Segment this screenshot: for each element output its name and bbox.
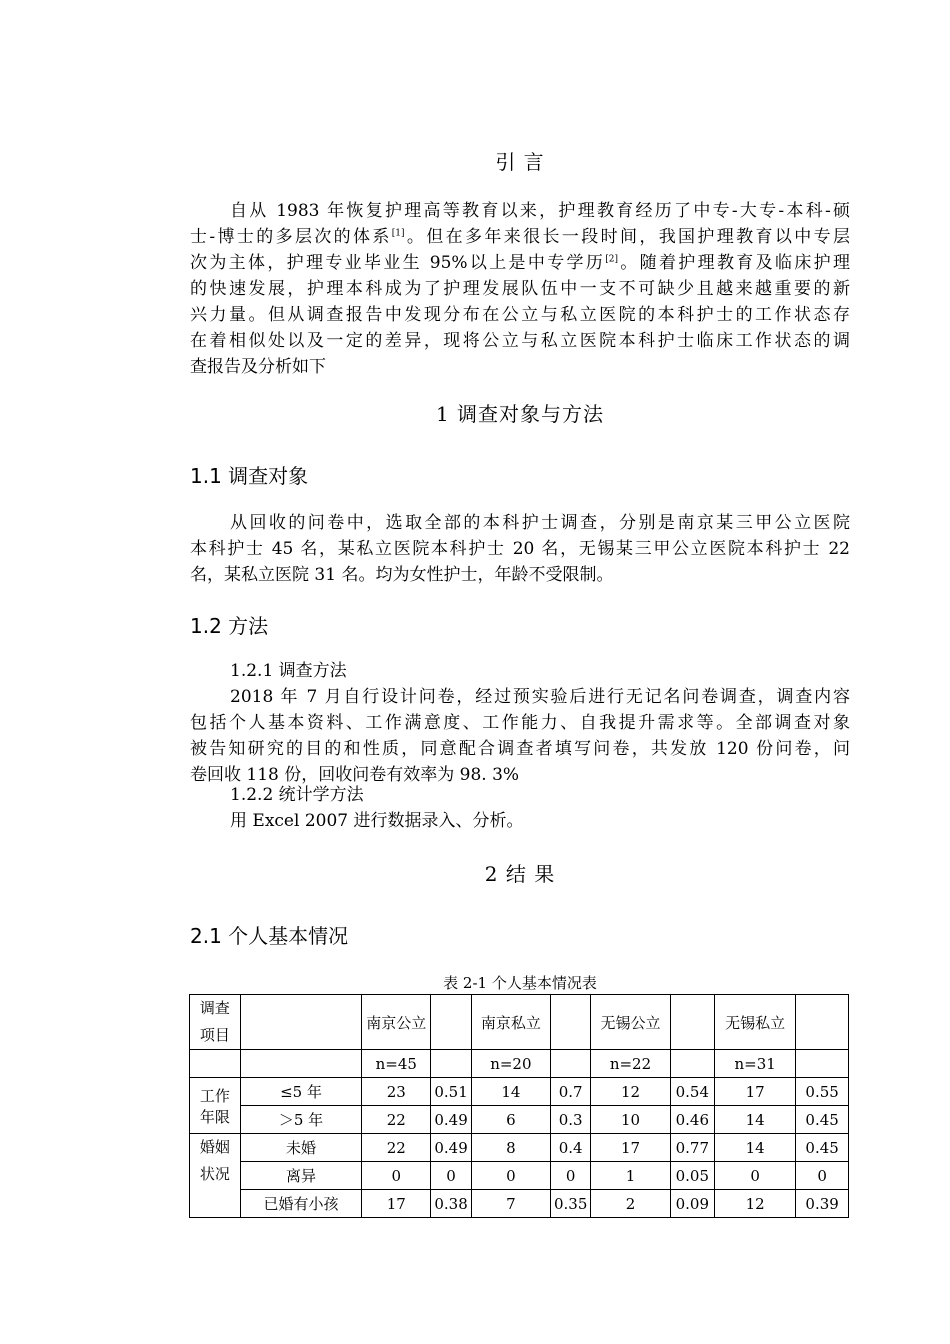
table-row: [190, 1106, 849, 1134]
table-cell: 0.38: [431, 1190, 472, 1218]
table-cell: 23: [362, 1078, 431, 1106]
header-empty-cell: [550, 995, 591, 1050]
n-cell: n=22: [591, 1050, 670, 1078]
subsection-1-2-title: 1.2 方法: [190, 614, 269, 638]
table-cell: 17: [591, 1134, 670, 1162]
subjects-line: 从回收的问卷中，选取全部的本科护士调查，分别是南京某三甲公立医院: [230, 513, 850, 533]
table-cell: 0.46: [670, 1106, 715, 1134]
row-label: 离异: [240, 1162, 362, 1190]
method-1-line: 卷回收 118 份，回收问卷有效率为 98. 3%: [190, 765, 520, 785]
row-label: ＞5 年: [240, 1106, 362, 1134]
table-cell: 22: [362, 1134, 431, 1162]
header-empty-cell: [240, 995, 362, 1050]
header-item-cell: 调查 项目: [190, 995, 241, 1050]
table-cell: 6: [471, 1106, 550, 1134]
table-cell: 0.09: [670, 1190, 715, 1218]
table-cell: 0.3: [550, 1106, 591, 1134]
intro-paragraph: [190, 198, 850, 380]
intro-line: 在着相似处以及一定的差异，现将公立与私立医院本科护士临床工作状态的调: [190, 331, 850, 351]
table-cell: 1: [591, 1162, 670, 1190]
header-group-cell: 无锡公立: [591, 995, 670, 1050]
basic-info-table: [189, 994, 849, 1218]
n-cell: n=45: [362, 1050, 431, 1078]
table-cell: 12: [715, 1190, 796, 1218]
citation-ref: [1]: [391, 228, 405, 239]
subsection-2-1-title: 2.1 个人基本情况: [190, 924, 349, 948]
subsection-1-1-title: 1.1 调查对象: [190, 464, 309, 488]
table-cell: 0: [431, 1162, 472, 1190]
table-cell: 22: [362, 1106, 431, 1134]
subjects-paragraph: [190, 510, 850, 588]
intro-line: 查报告及分析如下: [190, 357, 326, 377]
table-cell: 17: [715, 1078, 796, 1106]
table-cell: 14: [471, 1078, 550, 1106]
table-cell: 8: [471, 1134, 550, 1162]
table-cell: 0.49: [431, 1134, 472, 1162]
table-caption: 表 2-1 个人基本情况表: [443, 974, 597, 992]
table-cell: 0: [715, 1162, 796, 1190]
table-cell: 0: [550, 1162, 591, 1190]
table-row: [190, 1162, 849, 1190]
group-label-work-years: 工作 年限: [190, 1078, 241, 1134]
method-2-title: 1.2.2 统计学方法: [230, 785, 364, 805]
method-1-line: 2018 年 7 月自行设计问卷，经过预实验后进行无记名问卷调查，调查内容: [230, 687, 850, 707]
n-cell: n=20: [471, 1050, 550, 1078]
header-group-cell: 南京私立: [471, 995, 550, 1050]
table-cell: 0.77: [670, 1134, 715, 1162]
table-cell: 0.7: [550, 1078, 591, 1106]
table-row: [190, 1190, 849, 1218]
row-label: ≤5 年: [240, 1078, 362, 1106]
header-group-cell: 南京公立: [362, 995, 431, 1050]
table-cell: 0.51: [431, 1078, 472, 1106]
method-1-paragraph: [190, 684, 850, 788]
method-1-line: 包括个人基本资料、工作满意度、工作能力、自我提升需求等。全部调查对象: [190, 713, 850, 733]
table-cell: 14: [715, 1106, 796, 1134]
table-cell: 7: [471, 1190, 550, 1218]
intro-line: 次为主体，护理专业毕业生 95%以上是中专学历[2]。随着护理教育及临床护理: [190, 253, 850, 273]
table-n-row: [190, 1050, 849, 1078]
intro-title: 引 言: [495, 150, 545, 174]
table-cell: 0.55: [796, 1078, 849, 1106]
table-cell: 0.54: [670, 1078, 715, 1106]
group-label-marital-status: 婚姻 状况: [190, 1134, 241, 1218]
table-cell: 17: [362, 1190, 431, 1218]
method-1-line: 被告知研究的目的和性质，同意配合调查者填写问卷，共发放 120 份问卷，问: [190, 739, 850, 759]
subjects-line: 本科护士 45 名，某私立医院本科护士 20 名，无锡某三甲公立医院本科护士 22: [190, 539, 850, 559]
section2-title: 2 结 果: [484, 862, 556, 886]
intro-line: 的快速发展，护理本科成为了护理发展队伍中一支不可缺少且越来越重要的新: [190, 279, 850, 299]
intro-line: 士-博士的多层次的体系[1]。但在多年来很长一段时间，我国护理教育以中专层: [190, 227, 851, 247]
table-cell: 0.45: [796, 1106, 849, 1134]
header-empty-cell: [796, 995, 849, 1050]
method-1-title: 1.2.1 调查方法: [230, 661, 347, 681]
citation-ref: [2]: [605, 254, 618, 265]
intro-line: 兴力量。但从调查报告中发现分布在公立与私立医院的本科护士的工作状态存: [190, 305, 850, 325]
table-cell: 12: [591, 1078, 670, 1106]
table-cell: 0.4: [550, 1134, 591, 1162]
table-row: [190, 1078, 849, 1106]
header-empty-cell: [431, 995, 472, 1050]
method-2-text: 用 Excel 2007 进行数据录入、分析。: [230, 811, 524, 831]
table-cell: 0.05: [670, 1162, 715, 1190]
table-cell: 0.39: [796, 1190, 849, 1218]
n-cell: n=31: [715, 1050, 796, 1078]
section1-title: 1 调查对象与方法: [435, 402, 605, 426]
table-cell: 0: [471, 1162, 550, 1190]
row-label: 未婚: [240, 1134, 362, 1162]
table-cell: 2: [591, 1190, 670, 1218]
header-group-cell: 无锡私立: [715, 995, 796, 1050]
table-row: [190, 1134, 849, 1162]
table-cell: 0.45: [796, 1134, 849, 1162]
subjects-line: 名，某私立医院 31 名。均为女性护士，年龄不受限制。: [190, 565, 614, 585]
table-cell: 0: [796, 1162, 849, 1190]
table-header-row: [190, 995, 849, 1050]
row-label: 已婚有小孩: [240, 1190, 362, 1218]
table-cell: 0.49: [431, 1106, 472, 1134]
table-cell: 10: [591, 1106, 670, 1134]
table-cell: 0.35: [550, 1190, 591, 1218]
intro-line: 自从 1983 年恢复护理高等教育以来，护理教育经历了中专-大专-本科-硕: [230, 201, 850, 221]
header-empty-cell: [670, 995, 715, 1050]
table-cell: 14: [715, 1134, 796, 1162]
table-cell: 0: [362, 1162, 431, 1190]
